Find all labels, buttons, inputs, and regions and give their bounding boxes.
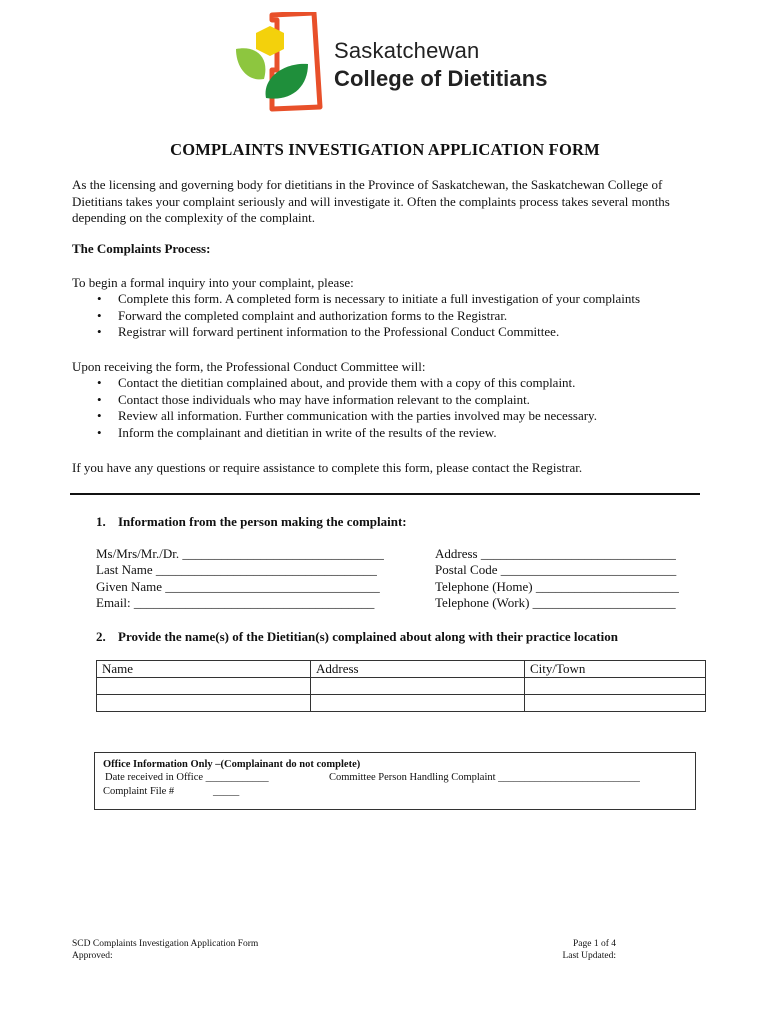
page-number: Page 1 of 4 <box>572 939 616 949</box>
complaint-file-field[interactable]: _____ <box>213 786 240 797</box>
college-logo <box>234 12 564 124</box>
saskatchewan-leaf-logo-icon <box>234 12 334 124</box>
postal-code-field[interactable]: Postal Code ___________________________ <box>435 562 677 577</box>
table-cell-name[interactable] <box>97 695 311 712</box>
process-steps-list <box>72 291 702 341</box>
table-cell-address[interactable] <box>311 678 525 695</box>
table-cell-city-town[interactable] <box>525 695 706 712</box>
list-item: • Inform the complainant and dietitian in write of the results of the review. <box>72 425 702 442</box>
telephone-work-field[interactable]: Telephone (Work) ______________________ <box>435 595 676 610</box>
footer-left <box>72 938 258 962</box>
section-2-number: 2. <box>96 629 106 644</box>
process-lead: To begin a formal inquiry into your complaint, please: <box>72 275 354 290</box>
intro-paragraph: As the licensing and governing body for dietitians in the Province of Saskatchewan, the Saskatchewan College of Dietitians takes your complaint seriously and will investigate it. Often the complaints process takes several months depending on the complexity of the complaint. <box>72 177 670 225</box>
column-header-name: Name <box>97 661 311 678</box>
section-divider <box>70 493 700 495</box>
section-1-title: Information from the person making the complaint: <box>118 514 407 529</box>
footer-last-updated: Last Updated: <box>562 951 616 961</box>
logo-text-saskatchewan: Saskatchewan <box>334 38 480 63</box>
section-2-heading <box>96 629 618 645</box>
process-heading: The Complaints Process: <box>72 241 211 256</box>
list-item: • Complete this form. A completed form is necessary to initiate a full investigation of your complaints <box>72 291 702 308</box>
dietitian-practice-table <box>96 660 706 712</box>
list-item: • Contact those individuals who may have information relevant to the complaint. <box>72 392 702 409</box>
footer-approved: Approved: <box>72 951 113 961</box>
committee-lead: Upon receiving the form, the Professional Conduct Committee will: <box>72 359 426 374</box>
email-field[interactable]: Email: _____________________________________ <box>96 595 375 610</box>
office-heading: Office Information Only –(Complainant do not complete) <box>103 759 361 770</box>
committee-person-field[interactable]: Committee Person Handling Complaint ___________________________ <box>329 772 640 783</box>
table-cell-city-town[interactable] <box>525 678 706 695</box>
form-title: COMPLAINTS INVESTIGATION APPLICATION FORM <box>170 140 600 159</box>
complaint-file-label: Complaint File # <box>103 786 175 797</box>
given-name-field[interactable]: Given Name _________________________________ <box>96 579 380 594</box>
list-item: • Contact the dietitian complained about, and provide them with a copy of this complaint. <box>72 375 702 392</box>
office-information-box <box>94 752 696 810</box>
address-field[interactable]: Address ______________________________ <box>435 546 676 561</box>
list-item: • Registrar will forward pertinent information to the Professional Conduct Committee. <box>72 324 702 341</box>
contact-note: If you have any questions or require assistance to complete this form, please contact the Registrar. <box>72 460 583 475</box>
table-header-row <box>97 661 706 678</box>
column-header-address: Address <box>311 661 525 678</box>
column-header-city-town: City/Town <box>525 661 706 678</box>
list-item: • Forward the completed complaint and authorization forms to the Registrar. <box>72 308 702 325</box>
date-received-field[interactable]: Date received in Office ____________ <box>105 772 269 783</box>
last-name-field[interactable]: Last Name __________________________________ <box>96 562 377 577</box>
table-cell-address[interactable] <box>311 695 525 712</box>
table-row <box>97 695 706 712</box>
footer-form-name: SCD Complaints Investigation Application Form <box>72 939 259 949</box>
salutation-field[interactable]: Ms/Mrs/Mr./Dr. _______________________________ <box>96 546 384 561</box>
telephone-home-field[interactable]: Telephone (Home) ______________________ <box>435 579 679 594</box>
section-2-title: Provide the name(s) of the Dietitian(s) complained about along with their practice location <box>118 629 618 644</box>
section-1-number: 1. <box>96 514 106 529</box>
list-item: • Review all information. Further communication with the parties involved may be necessary. <box>72 408 702 425</box>
section-1-heading <box>96 514 407 530</box>
footer-right <box>562 938 616 962</box>
table-row <box>97 678 706 695</box>
table-cell-name[interactable] <box>97 678 311 695</box>
committee-steps-list <box>72 375 702 441</box>
logo-text-college-of-dietitians: College of Dietitians <box>334 66 548 91</box>
